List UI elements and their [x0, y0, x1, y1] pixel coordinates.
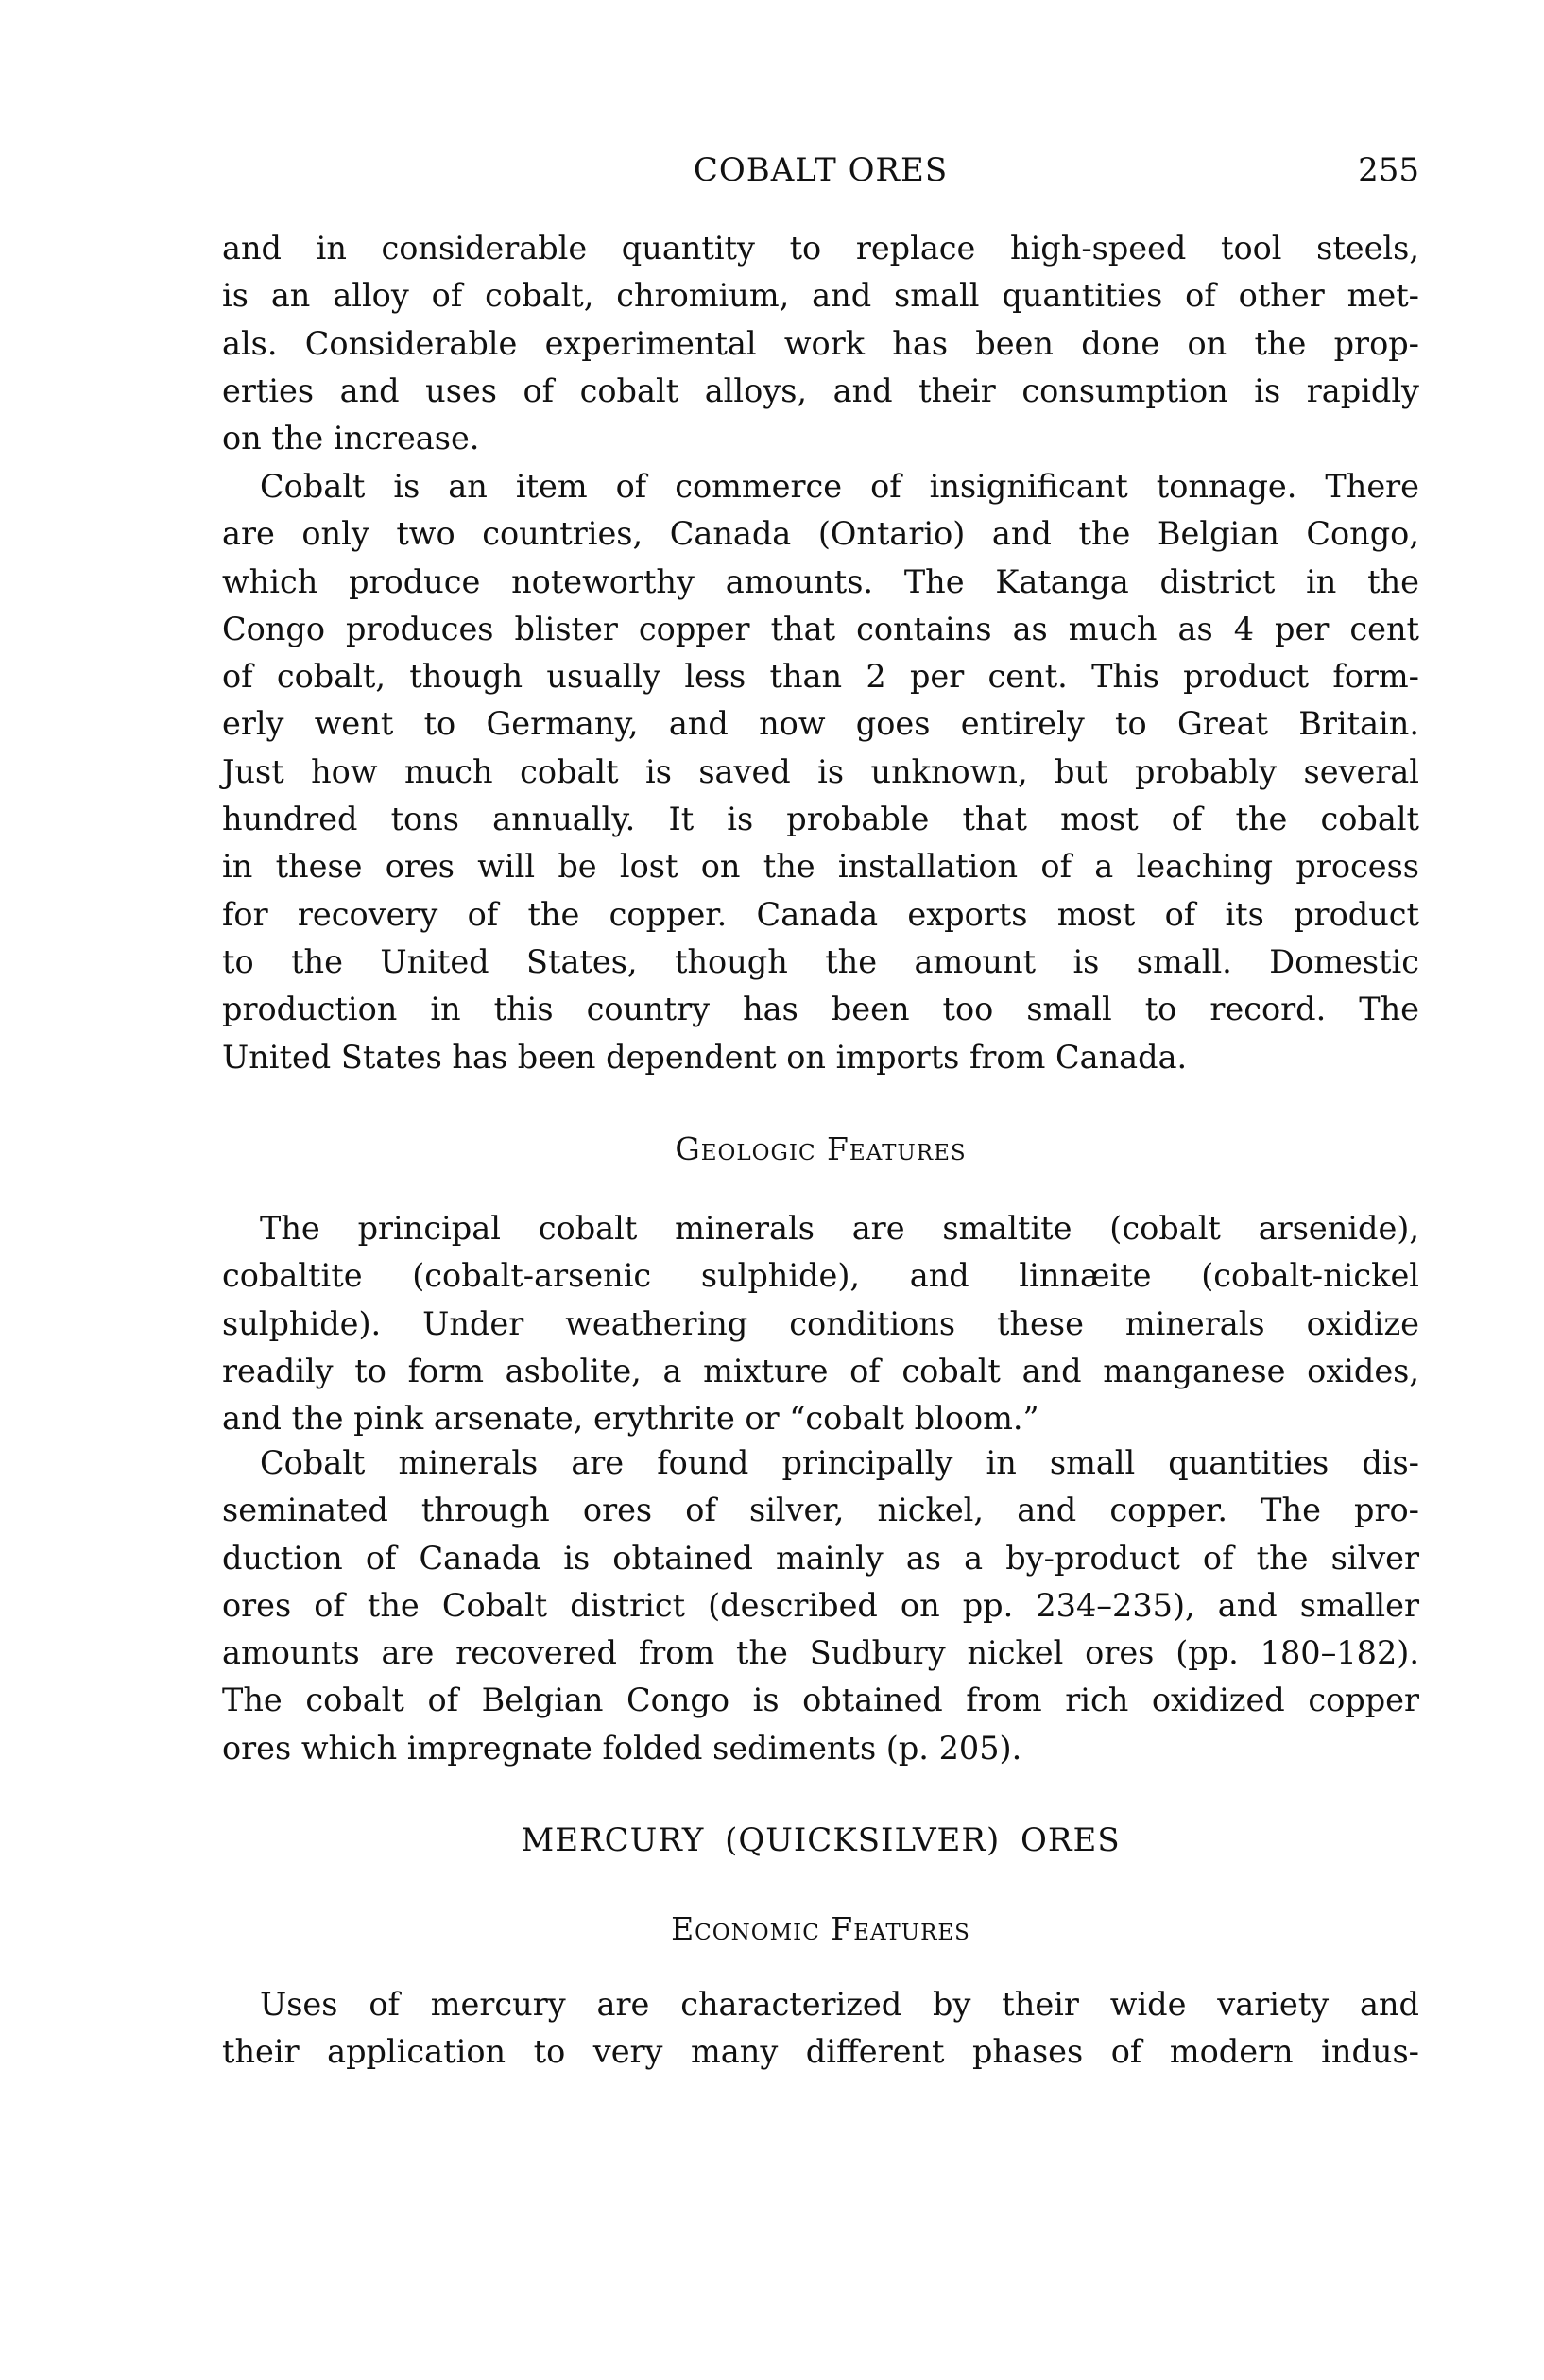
- text-line: United States has been dependent on imports from Canada.: [222, 1038, 1188, 1076]
- text-line: duction of Canada is obtained mainly as a by-product of the silver: [222, 1539, 1419, 1577]
- paragraph-occurrence: [222, 1440, 1419, 1772]
- text-line: in these ores will be lost on the installation of a leaching process: [222, 848, 1419, 886]
- text-line: sulphide). Under weathering conditions these minerals oxidize: [222, 1304, 1419, 1342]
- text-line: which produce noteworthy amounts. The Katanga district in the: [222, 562, 1419, 600]
- text-line: Cobalt is an item of commerce of insignificant tonnage. There: [260, 468, 1419, 505]
- text-line: ores which impregnate folded sediments (p. 205).: [222, 1729, 1022, 1767]
- text-line: on the increase.: [222, 420, 480, 457]
- text-line: and in considerable quantity to replace high-speed tool steels,: [222, 230, 1419, 267]
- chapter-title-mercury: MERCURY (QUICKSILVER) ORES: [521, 1821, 1121, 1859]
- section-heading-geologic-features: Geologic Features: [675, 1130, 967, 1167]
- running-title: COBALT ORES: [693, 151, 949, 189]
- text-line: The principal cobalt minerals are smaltite (cobalt arsenide),: [260, 1210, 1419, 1247]
- text-line: Congo produces blister copper that contains as much as 4 per cent: [222, 610, 1419, 647]
- text-line: amounts are recovered from the Sudbury nickel ores (pp. 180–182).: [222, 1634, 1419, 1672]
- section-heading-economic-features: Economic Features: [671, 1910, 970, 1947]
- paragraph-cobalt-minerals: [222, 1205, 1419, 1442]
- text-line: is an alloy of cobalt, chromium, and small quantities of other met-: [222, 277, 1419, 315]
- text-line: to the United States, though the amount is small. Domestic: [222, 942, 1419, 980]
- text-line: readily to form asbolite, a mixture of cobalt and manganese oxides,: [222, 1352, 1419, 1389]
- text-line: Cobalt minerals are found principally in small quantities dis-: [260, 1444, 1419, 1481]
- text-line: of cobalt, though usually less than 2 per cent. This product form-: [222, 658, 1419, 696]
- text-line: Just how much cobalt is saved is unknown, but probably several: [222, 752, 1419, 790]
- text-line: and the pink arsenate, erythrite or “cobalt bloom.”: [222, 1400, 1039, 1438]
- text-line: cobaltite (cobalt-arsenic sulphide), and linnæite (cobalt-nickel: [222, 1257, 1419, 1295]
- page-number: 255: [1358, 151, 1419, 189]
- running-head: [222, 151, 1419, 198]
- text-line: their application to very many different phases of modern indus-: [222, 2033, 1419, 2071]
- text-line: erly went to Germany, and now goes entirely to Great Britain.: [222, 705, 1419, 743]
- paragraph-mercury-uses: [222, 1981, 1419, 2077]
- text-line: hundred tons annually. It is probable that most of the cobalt: [222, 801, 1419, 838]
- text-line: erties and uses of cobalt alloys, and their consumption is rapidly: [222, 371, 1419, 409]
- text-line: The cobalt of Belgian Congo is obtained from rich oxidized copper: [222, 1682, 1419, 1719]
- text-line: Uses of mercury are characterized by their wide variety and: [260, 1986, 1419, 2023]
- text-line: als. Considerable experimental work has been done on the prop-: [222, 324, 1419, 362]
- text-line: for recovery of the copper. Canada exports most of its product: [222, 895, 1419, 933]
- text-line: are only two countries, Canada (Ontario) and the Belgian Congo,: [222, 515, 1419, 553]
- paragraph-alloys: [222, 225, 1419, 462]
- text-line: production in this country has been too small to record. The: [222, 991, 1419, 1028]
- paragraph-commerce: [222, 463, 1419, 1081]
- text-line: ores of the Cobalt district (described on pp. 234–235), and smaller: [222, 1586, 1419, 1624]
- text-line: seminated through ores of silver, nickel, and copper. The pro-: [222, 1492, 1419, 1529]
